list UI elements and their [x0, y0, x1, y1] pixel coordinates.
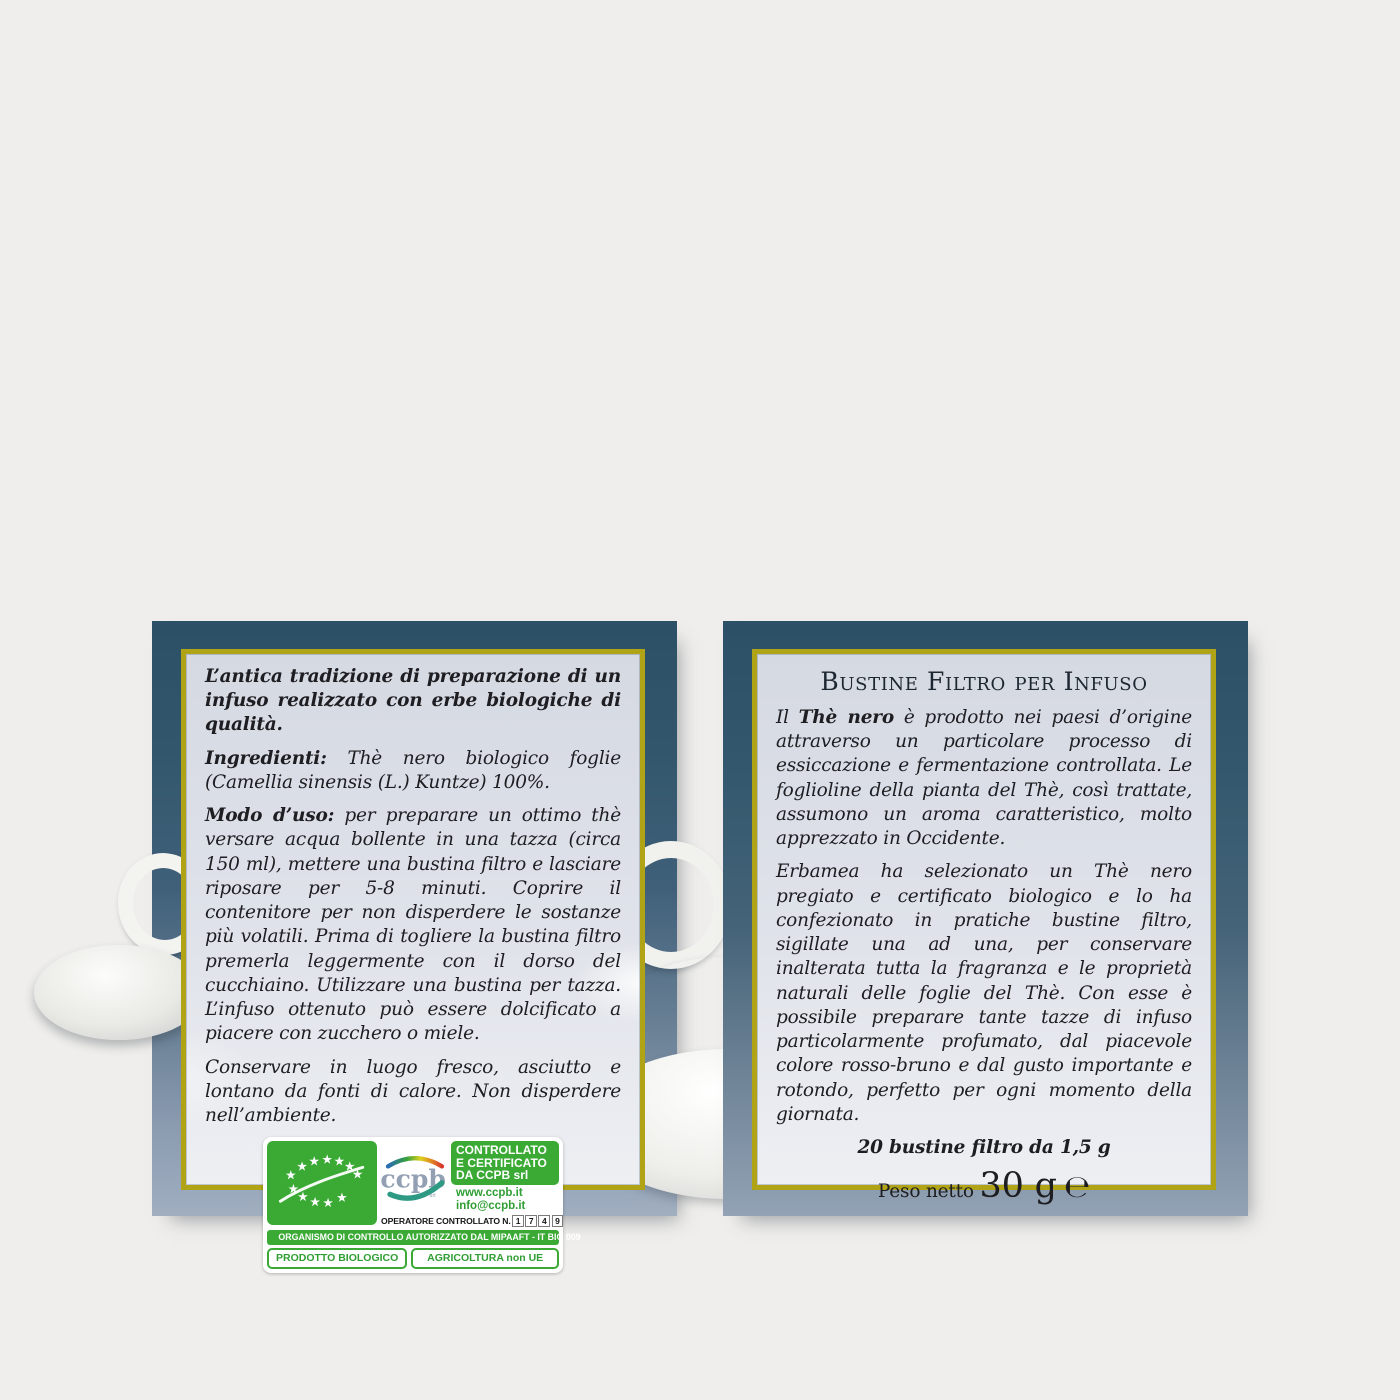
organic-product-badge: PRODOTTO BIOLOGICO	[267, 1248, 407, 1269]
ccpb-certified-banner	[451, 1141, 559, 1185]
usage-text: per preparare un ottimo thè versare acqua bollente in una tazza (circa 150 ml), mettere una bustina filtro e lasciare riposare per 5-8 minuti. Coprire il contenitore per non disperdere le sostanze più volatili. Prima di togliere la bustina filtro premerla leggermente con il dorso del cucchiaino. Utilizzare una bustina per tazza. L’infuso ottenuto può essere dolcificato a piacere con zucchero o miele.	[205, 805, 621, 1045]
ingredients-paragraph	[205, 747, 621, 795]
usage-label: Modo d’uso:	[205, 805, 335, 827]
ccpb-logo-text: ccpb	[380, 1163, 446, 1194]
net-weight-label: Peso netto	[877, 1181, 974, 1203]
operator-number-row	[381, 1215, 559, 1227]
estimated-sign: ℮	[1063, 1169, 1091, 1206]
eu-organic-leaf-icon	[267, 1141, 377, 1225]
net-weight-value: 30 g	[979, 1166, 1057, 1207]
ccpb-srl-text: srl	[429, 1193, 436, 1200]
ccpb-email: info@ccpb.it	[456, 1199, 526, 1212]
operator-digit: 7	[525, 1215, 537, 1227]
ingredients-label: Ingredienti:	[205, 747, 327, 769]
description-paragraph-2: Erbamea ha selezionato un Thè nero pregiato e certificato biologico e lo ha confezionato in pratiche bustine filtro, sigillate una ad una, per conservare inalterata tutta la fragranza e le proprietà naturali delle foglie del Thè. Con esse è possibile preparare tante tazze di infuso particolarmente profumato, dal piacevole colore rosso-bruno e dal gusto importante e rotondo, perfetto per ogni momento della giornata.	[776, 861, 1192, 1125]
certified-line-1: CONTROLLATO	[456, 1143, 547, 1158]
ccpb-logo-icon	[381, 1151, 449, 1203]
operator-digit: 1	[512, 1215, 524, 1227]
label-area-back	[181, 649, 645, 1264]
certification-block	[263, 1137, 581, 1273]
description-rest: è prodotto nei paesi d’origine attraverso un particolare processo di essiccazione e fermentazione controllata. Le foglioline della pianta del Thè, così trattate, assumono un aroma caratteristico, molto apprezzato in Occidente.	[776, 707, 1192, 850]
ingredients-text: Thè nero biologico foglie (Camellia sinensis (L.) Kuntze) 100%.	[205, 747, 621, 793]
ccpb-contacts	[451, 1185, 559, 1213]
ccpb-certificate-box	[381, 1141, 559, 1227]
operator-digit: 4	[538, 1215, 550, 1227]
product-name-bold: Thè nero	[798, 707, 894, 728]
agriculture-origin-badge: AGRICOLTURA non UE	[411, 1248, 559, 1269]
operator-digit: 9	[552, 1215, 564, 1227]
certified-line-2: E CERTIFICATO	[456, 1155, 547, 1170]
storage-text: Conservare in luogo fresco, asciutto e lontano da fonti di calore. Non disperdere nell’ambiente.	[205, 1056, 621, 1126]
control-authority-bar	[267, 1230, 581, 1245]
package-panel-front	[723, 621, 1248, 1216]
description-prefix: Il	[776, 707, 789, 728]
product-title: Bustine Filtro per Infuso	[820, 667, 1148, 696]
usage-paragraph	[205, 804, 621, 1046]
label-area-front	[752, 649, 1216, 1207]
operator-label: OPERATORE CONTROLLATO N.	[381, 1215, 511, 1226]
certified-line-3: DA CCPB srl	[456, 1168, 529, 1183]
net-weight-line	[776, 1164, 1192, 1210]
description-paragraph-1	[776, 706, 1192, 851]
package-panel-back	[152, 621, 677, 1264]
teacup-saucer-left-icon	[34, 945, 204, 1040]
ccpb-website: www.ccpb.it	[456, 1187, 523, 1199]
bag-count-text: 20 bustine filtro da 1,5 g	[857, 1136, 1111, 1158]
intro-text: L’antica tradizione di preparazione di un infuso realizzato con erbe biologiche di qualità.	[205, 666, 621, 736]
control-authority-text: ORGANISMO DI CONTROLLO AUTORIZZATO DAL MIPAAFT - IT BIO 009	[278, 1231, 581, 1243]
